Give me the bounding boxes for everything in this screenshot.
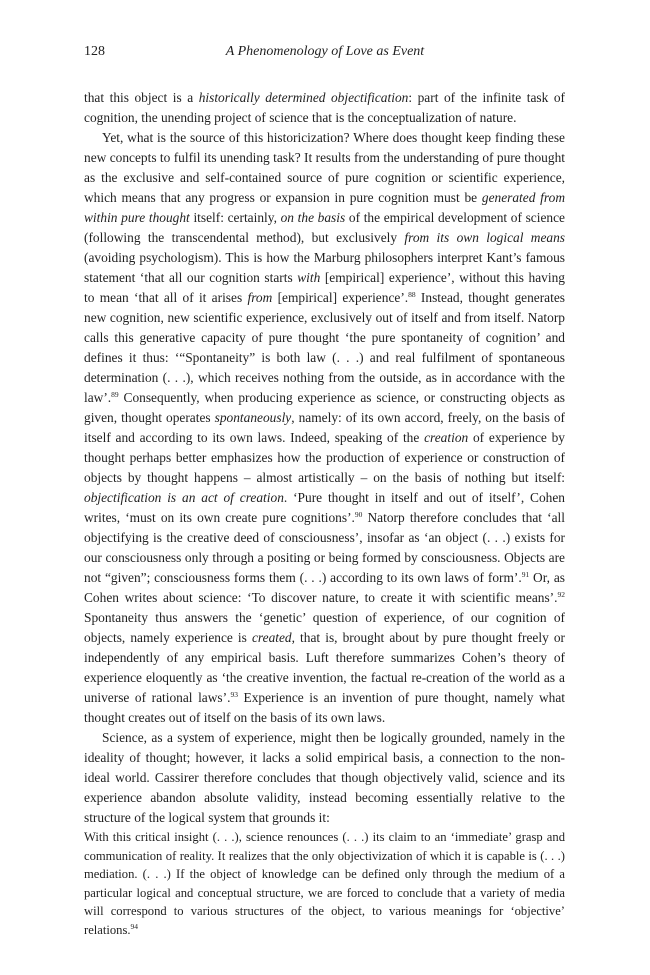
page-number: 128 [84,44,105,59]
italic-text: spontaneously [214,410,292,425]
paragraph-3 [84,728,565,828]
text-run: With this critical insight (. . .), science renounces (. . .) its claim to an ‘immediate’ grasp and communication of reality. It realizes that the only objectivization of which it is capable is (. . .) mediation. (. . .) If the object of knowledge can be defined only through the medium of a particular logical and conceptual structure, we are forced to conclude that a variety of media will correspond to various structures of the object, to various meanings for ‘objective’ relations. [84,830,565,937]
text-run: [empirical] experience’, without this having to mean ‘that all of it arises [84,270,565,305]
text-run: Consequently, when producing experience as science, or constructing objects as given, thought operates [84,390,565,425]
footnote-ref: 94 [130,921,139,931]
footnote-ref: 88 [408,290,416,299]
text-run: of experience by thought perhaps better emphasizes how the production of experience or construction of objects by thought happens – almost artistically – on the basis of nothing but itself: [84,430,565,485]
italic-text: generated from within pure thought [84,190,565,225]
text-run: , that is, brought about by pure thought freely or independently of any empirical basis. Luft therefore summarizes Cohen’s theory of experience eloquently as ‘the creative invention, the factual re-creation of the world as a universe of rational laws’. [84,630,566,705]
paragraph-2 [84,128,565,728]
running-header [84,44,566,64]
text-run: Experience is an invention of pure thought, namely what thought creates out of itself on the basis of its own laws. [84,690,566,725]
italic-text: created [251,630,292,645]
italic-text: historically determined objectification [198,90,409,105]
italic-text: creation [424,430,469,445]
text-run: [empirical] experience’. [272,290,409,305]
footnote-ref: 93 [230,690,238,699]
text-run: Science, as a system of experience, might then be logically grounded, namely in the ideality of thought; however, it lacks a solid empirical basis, a connection to the non-ideal world. Cassirer therefore concludes that though objectively valid, science and its experience abandon absolute validity, instead becoming essentially relative to the structure of the logical system that grounds it: [84,730,565,825]
text-run: Instead, thought generates new cognition, new scientific experience, exclusively out of itself and from itself. Natorp calls this generative capacity of pure thought ‘the pure spontaneity of cognition’ and defines it thus: ‘“Spontaneity” is both law (. . .) and real fulfilment of spontaneous determination (. . .), which receives nothing from the outside, as in accordance with the law’. [84,290,566,405]
text-run: . ‘Pure thought in itself and out of itself’, Cohen writes, ‘must on its own create pure cognitions’. [84,490,565,525]
text-run: Yet, what is the source of this historicization? Where does thought keep finding these new concepts to fulfil its unending task? It results from the understanding of pure thought as the exclusive and self-contained source of pure cognition or scientific experience, which means that any progress or expansion in pure cognition must be [84,130,565,205]
text-run: Spontaneity thus answers the ‘genetic’ question of experience, of our cognition of objects, namely experience is [84,610,565,645]
text-run: itself: certainly, [189,210,281,225]
main-text [84,88,565,940]
block-quote [84,828,565,940]
text-run: (avoiding psychologism). This is how the Marburg philosophers interpret Kant’s famous statement ‘that all our cognition starts [84,250,565,285]
running-title: A Phenomenology of Love as Event [225,44,425,59]
italic-text: on the basis [280,210,346,225]
text-run: that this object is a [84,90,199,105]
paragraph-1 [84,88,565,128]
footnote-ref: 92 [557,590,565,599]
italic-text: with [297,270,321,285]
text-run: of the empirical development of science (following the transcendental method), but exclusively [84,210,565,245]
footnote-ref: 89 [111,390,119,399]
text-run: Or, as Cohen writes about science: ‘To discover nature, to create it with scientific means’. [84,570,566,605]
footnote-ref: 91 [521,570,530,579]
text-run: , namely: of its own accord, freely, on the basis of itself and according to its own laws. Indeed, speaking of the [84,410,565,445]
text-run: : part of the infinite task of cognition, the unending project of science that is the conceptualization of nature. [84,90,565,125]
italic-text: from its own logical means [404,230,565,245]
text-run: Natorp therefore concludes that ‘all objectifying is the creative deed of consciousness’, insofar as ‘an object (. . .) exists for our consciousness only through a positing or being formed by consciousness. Objects are not “given”; consciousness forms them (. . .) according to its own laws of form’. [84,510,565,585]
italic-text: from [247,290,273,305]
italic-text: objectification is an act of creation [84,490,284,505]
footnote-ref: 90 [354,510,363,519]
